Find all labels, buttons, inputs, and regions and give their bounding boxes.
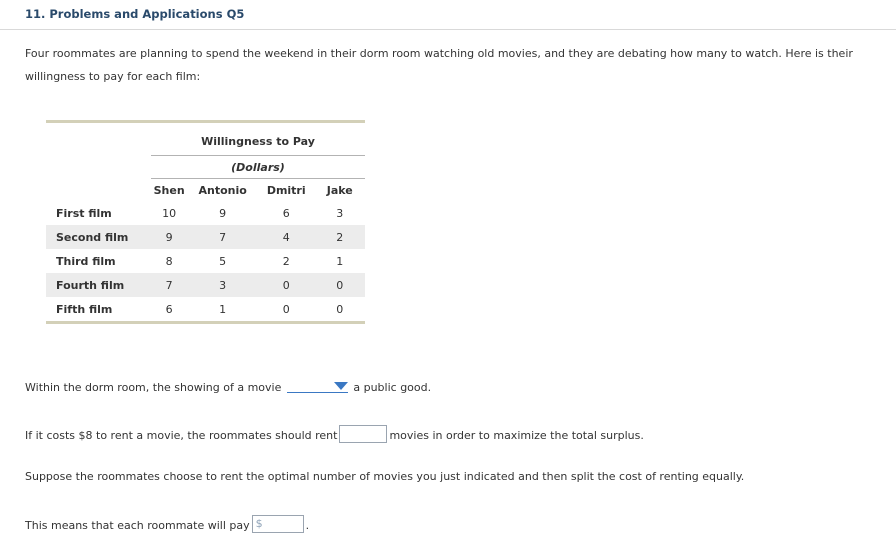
- table-row: [46, 249, 365, 273]
- question-text: Suppose the roommates choose to rent the optimal number of movies you just indicated and then split the cost of renting equally.: [25, 470, 745, 483]
- column-header-jake: Jake: [326, 183, 353, 197]
- triangle-down-icon[interactable]: [334, 382, 348, 390]
- table-cell: 6: [165, 302, 173, 316]
- column-header-dmitri: Dmitri: [266, 183, 306, 197]
- question-each-pays: [25, 515, 309, 533]
- question-public-good: [25, 380, 431, 394]
- willingness-table: [46, 120, 365, 324]
- row-label: Fifth film: [56, 302, 113, 316]
- movies-count-input[interactable]: [339, 425, 387, 443]
- table-cell: 9: [219, 206, 227, 220]
- question-movies-to-rent: [25, 425, 644, 443]
- table-row: [46, 297, 365, 323]
- dollar-sign: $: [255, 517, 263, 530]
- corner-cell: [46, 122, 151, 156]
- page-title: 11. Problems and Applications Q5: [25, 7, 245, 21]
- table-cell: 5: [219, 254, 227, 268]
- table-cell: 3: [187, 273, 258, 297]
- table-caption-units: (Dollars): [151, 156, 365, 179]
- table-cell: 0: [315, 273, 366, 297]
- table-cell: 1: [219, 302, 227, 316]
- table-cell: 2: [315, 225, 366, 249]
- title-divider: [0, 29, 896, 30]
- table-cell: 0: [282, 302, 290, 316]
- table-cell: 4: [258, 225, 315, 249]
- table-cell: 7: [151, 273, 187, 297]
- question-text: .: [305, 519, 310, 532]
- table-cell: 6: [282, 206, 290, 220]
- row-label: Fourth film: [46, 273, 151, 297]
- question-text: This means that each roommate will pay: [25, 519, 250, 532]
- row-label: First film: [56, 206, 112, 220]
- question-text: a public good.: [353, 381, 432, 394]
- table-row: [46, 201, 365, 225]
- question-text: If it costs $8 to rent a movie, the roommates should rent: [25, 429, 338, 442]
- table-cell: 7: [187, 225, 258, 249]
- table-cell: 0: [336, 302, 344, 316]
- table-row: [46, 273, 365, 297]
- row-label: Second film: [46, 225, 151, 249]
- question-text: Within the dorm room, the showing of a movie: [25, 381, 282, 394]
- table-cell: 8: [165, 254, 173, 268]
- table-cell: 0: [258, 273, 315, 297]
- question-split-cost: [25, 470, 744, 483]
- table-cell: 10: [162, 206, 177, 220]
- table-caption: Willingness to Pay: [151, 122, 365, 156]
- table-cell: 9: [151, 225, 187, 249]
- payment-input[interactable]: [252, 515, 304, 533]
- table-row: [46, 225, 365, 249]
- intro-text: Four roommates are planning to spend the weekend in their dorm room watching old movies, and they are debating how many to watch. Here is their willingness to pay for each film:: [25, 47, 853, 83]
- table-cell: 3: [336, 206, 344, 220]
- table-cell: 2: [282, 254, 290, 268]
- column-header-shen: Shen: [153, 183, 185, 197]
- column-header-antonio: Antonio: [198, 183, 247, 197]
- row-label: Third film: [56, 254, 116, 268]
- table-cell: 1: [336, 254, 344, 268]
- public-good-dropdown[interactable]: [287, 380, 348, 393]
- question-text: movies in order to maximize the total surplus.: [389, 429, 644, 442]
